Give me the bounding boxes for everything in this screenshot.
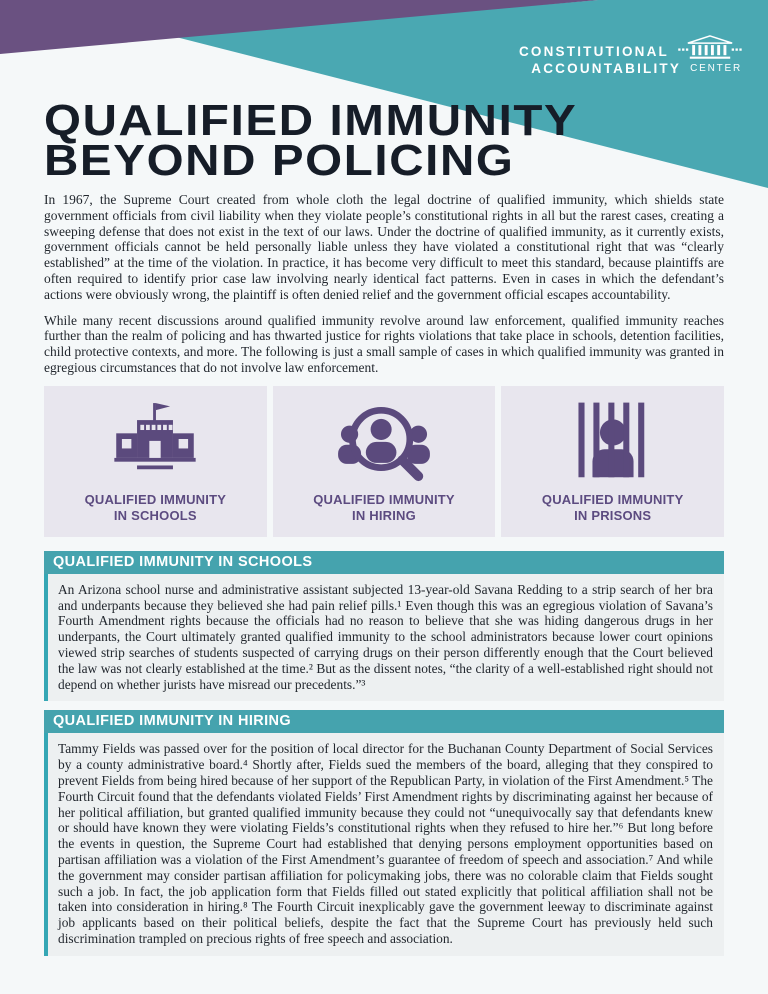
card-label-line2: IN PRISONS [574,507,652,523]
intro-text [44,192,724,376]
school-building-icon [103,398,207,480]
person-behind-bars-icon [561,397,665,481]
masthead [0,0,768,192]
page-title-line1: QUALIFIED IMMUNITY [44,96,578,145]
card-label-line2: IN SCHOOLS [113,507,197,523]
brand-logo-row1 [519,34,742,60]
card-label-line1: QUALIFIED IMMUNITY [313,491,455,507]
card-label [85,492,227,524]
page-title [44,96,578,185]
classical-building-icon [678,34,742,60]
section-hiring [44,710,724,955]
section-heading-hiring: QUALIFIED IMMUNITY IN HIRING [44,710,724,733]
section-schools [44,551,724,702]
section-heading-schools: QUALIFIED IMMUNITY IN SCHOOLS [44,551,724,574]
card-label [313,492,455,524]
card-qualified-immunity-in-prisons [501,386,724,537]
brand-logo-row2 [519,60,742,77]
card-icon-wrap [331,386,437,492]
page-title-line2: BEYOND POLICING [44,136,515,185]
section-body-hiring: Tammy Fields was passed over for the position of local director for the Buchanan County Department of Social Services by a county administrative board.⁴ Shortly after, Fields sued the members of the board, alleging that they conspired to prevent Fields from being hired because of her support of the Republican Party, in violation of the First Amendment.⁵ The Fourth Circuit found that the defendants violated Fields’ First Amendment rights by discriminating against her because of her political affiliation, but granted qualified immunity because they could not “unequivocally say that defendants knew or should have known they were violating Fields’s constitutional rights when they refused to hire her.”⁶ But long before the events in question, the Supreme Court had established that denying persons employment opportunities based on partisan affiliation was a violation of the First Amendment’s guarantee of freedom of speech and association.⁷ And while the government may consider partisan affiliation for policymaking jobs, there was no colorable claim that Fields sought such a job. In fact, the job application form that Fields filled out stated explicitly that political affiliation shall not be taken into consideration in hiring.⁸ The Fourth Circuit inexplicably gave the government leeway to discriminate against job applicants based on their political beliefs, despite the fact that the Supreme Court has previously held such discrimination trampled on precious rights of free speech and association. [44,733,724,955]
card-label [542,492,684,524]
brand-name-line1: CONSTITUTIONAL [518,44,669,59]
section-body-schools: An Arizona school nurse and administrative assistant subjected 13-year-old Savana Redding to a strip search of her bra and underpants because they believed she had pain relief pills.¹ Even though this was an egregious violation of Savana’s Fourth Amendment rights because the officials had no reason to believe that she was hiding dangerous drugs in her underpants, the Court ultimately granted qualified immunity to the school administrators because lower court opinions viewed strip searches of students suspected of carrying drugs on their person differently enough that the Court believed the law was not clearly established at the time.² But as the dissent notes, “the clarity of a well-established right should not depend on whether jurists have misread our precedents.”³ [44,574,724,702]
content-area [0,192,768,956]
card-qualified-immunity-in-hiring [273,386,496,537]
brand-name-line2: ACCOUNTABILITY [531,61,682,76]
card-label-line2: IN HIRING [352,507,416,523]
intro-paragraph-1: In 1967, the Supreme Court created from whole cloth the legal doctrine of qualified immunity, which shields state government officials from civil liability when they violate people’s constitutional rights in all but the rarest cases, creating a sweeping defense that does not exist in the text of our laws. Under the doctrine of qualified immunity, as it currently exists, government officials cannot be held personally liable unless they have violated a constitutional right that was “clearly established” at the time of the violation. In practice, it has become very difficult to meet this standard, because plaintiffs are often required to identify prior case law involving nearly identical fact patterns. Even in cases in which the defendant’s actions were obviously wrong, the plaintiff is often denied relief and the government official escapes accountability. [44,192,724,302]
card-label-line1: QUALIFIED IMMUNITY [84,491,227,507]
brand-logo [519,34,742,77]
magnifier-people-icon [331,395,437,483]
topic-cards-row [44,386,724,537]
card-qualified-immunity-in-schools [44,386,267,537]
card-label-line1: QUALIFIED IMMUNITY [541,491,684,507]
brand-name-suffix: CENTER [690,63,742,74]
card-icon-wrap [103,386,207,492]
card-icon-wrap [561,386,665,492]
intro-paragraph-2: While many recent discussions around qualified immunity revolve around law enforcement, qualified immunity reaches further than the realm of policing and has thwarted justice for rights violations that take place in schools, detention facilities, child protective contexts, and more. The following is just a small sample of cases in which qualified immunity was granted in egregious circumstances that do not involve law enforcement. [44,312,724,375]
